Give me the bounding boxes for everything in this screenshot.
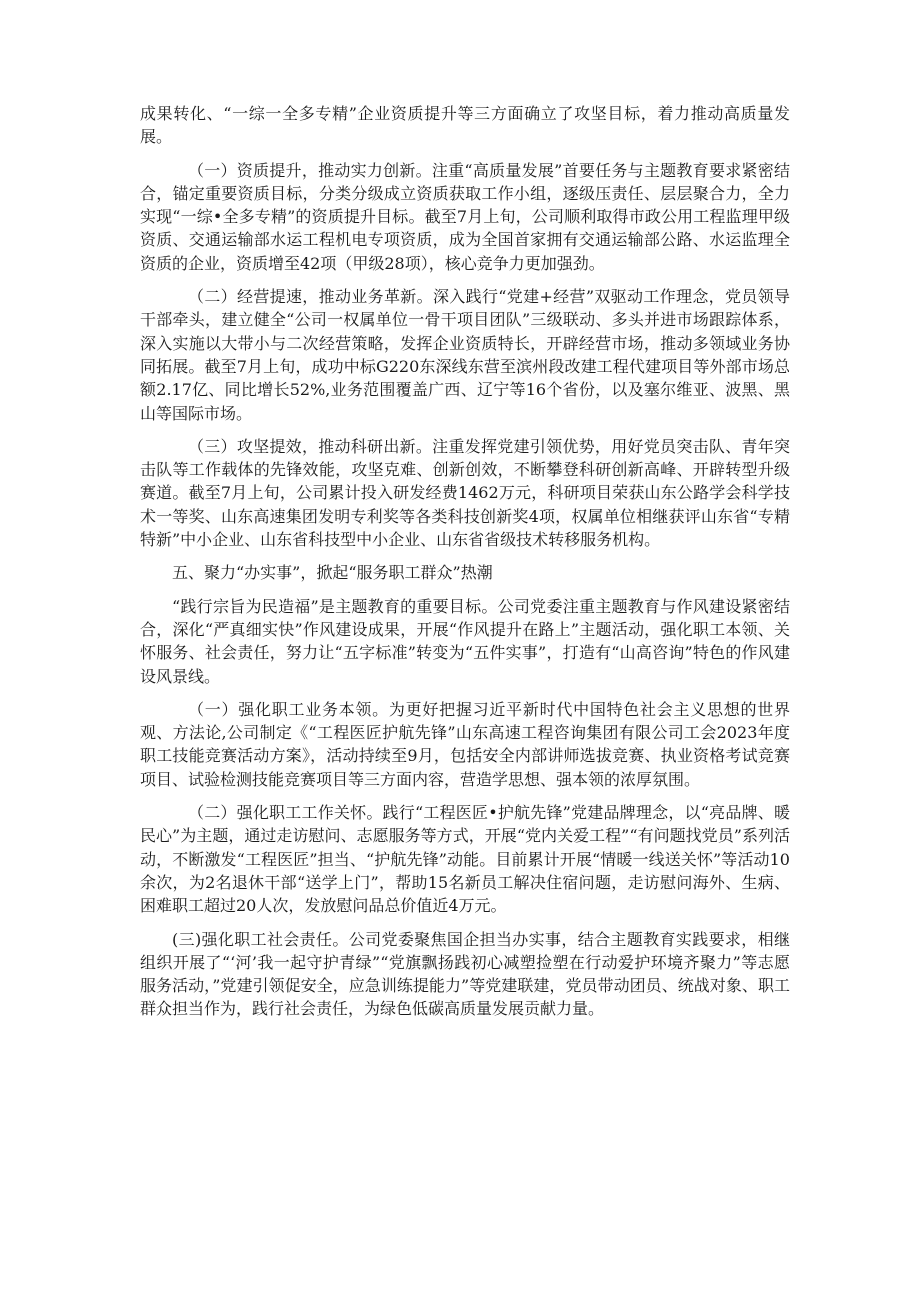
paragraph-skills: （一）强化职工业务本领。为更好把握习近平新时代中国特色社会主义思想的世界观、方法论,公司制定《“工程医匠护航先锋”山东高速工程咨询集团有限公司工会2023年度职工技能竞赛活动方案》，活动持续至9月，包括安全内部讲师选拔竞赛、执业资格考试竞赛项目、试验检测技能竞赛项目等三方面内容，营造学思想、强本领的浓厚氛围。 [140, 699, 790, 789]
paragraph-business: （二）经营提速，推动业务革新。深入践行“党建+经营”双驱动工作理念，党员领导干部牵头，建立健全“公司一权属单位一骨干项目团队”三级联动、多头并进市场跟踪体系，深入实施以大带小与二次经营策略，发挥企业资质特长，开辟经营市场，推动多领域业务协同拓展。截至7月上旬，成功中标G220东深线东营至滨州段改建工程代建项目等外部市场总额2.17亿、同比增长52%,业务范围覆盖广西、辽宁等16个省份，以及塞尔维亚、波黑、黑山等国际市场。 [140, 287, 790, 423]
paragraph-section-five-intro: “践行宗旨为民造福”是主题教育的重要目标。公司党委注重主题教育与作风建设紧密结合，深化“严真细实快”作风建设成果，开展“作风提升在路上”主题活动，强化职工本领、关怀服务、社会责任，努力让“五字标准”转变为“五件实事”，打造有“山高咨询”特色的作风建设风景线。 [140, 596, 790, 686]
paragraph-intro-continuation: 成果转化、“一综一全多专精”企业资质提升等三方面确立了攻坚目标，着力推动高质量发展。 [140, 104, 790, 147]
document-body [140, 102, 790, 1021]
paragraph-care: （二）强化职工工作关怀。践行“工程医匠•护航先锋”党建品牌理念，以“亮品牌、暖民心”为主题，通过走访慰问、志愿服务等方式，开展“党内关爱工程”“有问题找党员”系列活动，不断激发“工程医匠”担当、“护航先锋”动能。目前累计开展“情暖一线送关怀”等活动10余次，为2名退休干部“送学上门”，帮助15名新员工解决住宿问题，走访慰问海外、生病、困难职工超过20人次，发放慰问品总价值近4万元。 [140, 803, 790, 916]
paragraph-qualification: （一）资质提升，推动实力创新。注重“高质量发展”首要任务与主题教育要求紧密结合，锚定重要资质目标，分类分级成立资质获取工作小组，逐级压责任、层层聚合力，全力实现“一综•全多专精”的资质提升目标。截至7月上旬，公司顺利取得市政公用工程监理甲级资质、交通运输部水运工程机电专项资质，成为全国首家拥有交通运输部公路、水运监理全资质的企业，资质增至42项（甲级28项），核心竞争力更加强劲。 [140, 160, 790, 273]
paragraph-social-responsibility: (三)强化职工社会责任。公司党委聚焦国企担当办实事，结合主题教育实践要求，相继组织开展了“‘河’我一起守护青绿”“党旗飘扬践初心减塑捡塑在行动爱护环境齐聚力”等志愿服务活动，”党建引领促安全，应急训练提能力”等党建联建，党员带动团员、统战对象、职工群众担当作为，践行社会责任，为绿色低碳高质量发展贡献力量。 [140, 929, 790, 1019]
section-heading-five: 五、聚力“办实事”，掀起“服务职工群众”热潮 [172, 563, 493, 583]
paragraph-research: （三）攻坚提效，推动科研出新。注重发挥党建引领优势，用好党员突击队、青年突击队等工作载体的先锋效能，攻坚克难、创新创效，不断攀登科研创新高峰、开辟转型升级赛道。截至7月上旬，公司累计投入研发经费1462万元，科研项目荣获山东公路学会科学技术一等奖、山东高速集团发明专利奖等各类科技创新奖4项，权属单位相继获评山东省“专精特新”中小企业、山东省科技型中小企业、山东省省级技术转移服务机构。 [140, 436, 790, 550]
